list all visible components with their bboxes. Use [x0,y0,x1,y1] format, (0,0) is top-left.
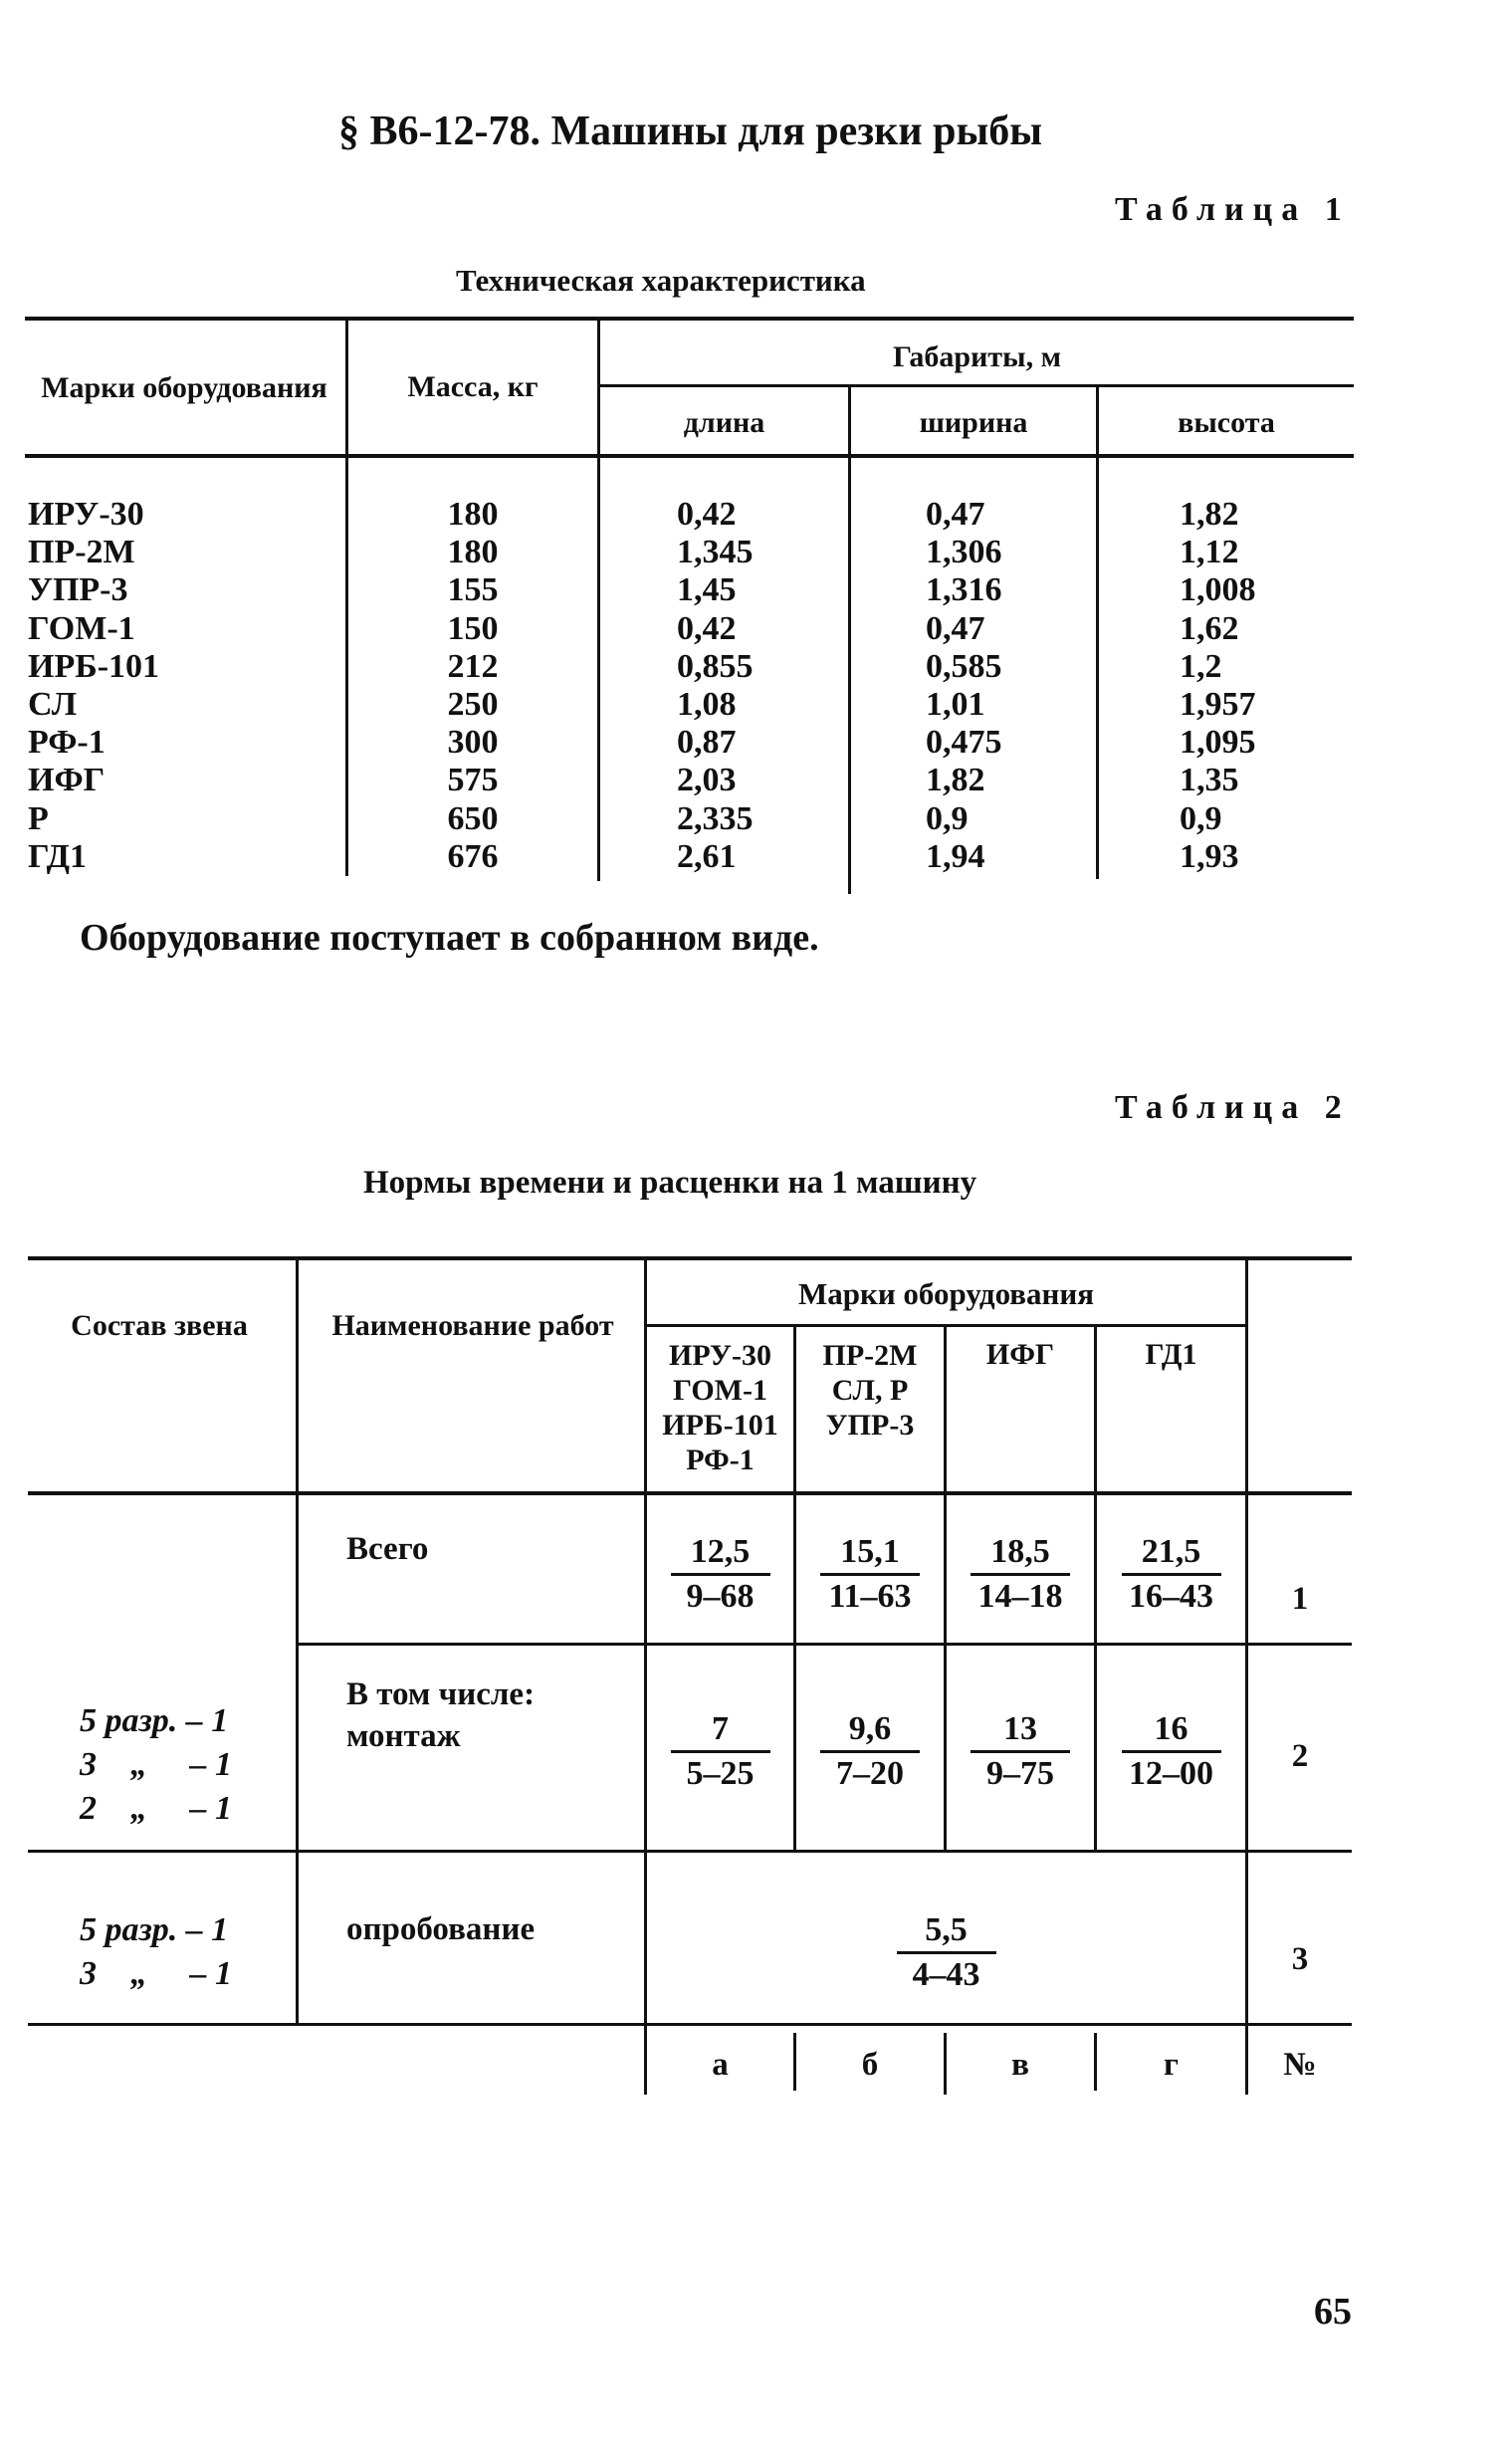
t1-cell-brand: РФ-1 [28,724,106,762]
t2-header-col-a [647,1338,793,1477]
t2-crew-line: 2 „ – 1 [80,1790,232,1827]
t1-cell-width: 1,01 [926,686,985,723]
t1-cell-mass: 650 [447,799,499,837]
t1-cell-width: 0,585 [926,647,1002,685]
fraction-numerator: 12,5 [690,1533,751,1570]
t2-footer-label: б [861,2047,879,2083]
t2-header-line: УПР-3 [825,1409,915,1442]
fraction-denominator: 9–75 [986,1755,1054,1792]
table2-label: Таблица 2 [1115,1089,1351,1126]
t2-footer-label: г [1164,2047,1179,2083]
t2-value-fraction [947,1533,1094,1616]
t2-work-line: В том числе: [346,1676,536,1712]
t1-cell-height: 1,095 [1180,724,1256,762]
t2-row-number: 1 [1291,1581,1309,1617]
t1-cell-brand: Р [28,799,49,837]
t2-value-fraction [796,1710,944,1793]
t1-cell-width: 0,47 [926,609,985,647]
t2-header-line: ИРУ-30 [669,1339,771,1372]
fraction-numerator: 7 [712,1710,729,1747]
t1-cell-width: 1,316 [926,571,1002,609]
t1-cell-width: 0,9 [926,799,969,837]
t1-cell-height: 1,957 [1180,686,1256,723]
t1-cell-mass: 300 [447,724,499,762]
fraction-denominator: 11–63 [828,1578,912,1615]
t1-vline-4 [1096,386,1099,879]
t1-cell-brand: ПР-2М [28,534,135,571]
t2-row-number: 2 [1291,1738,1309,1774]
t1-cell-height: 1,93 [1180,837,1239,875]
page-number: 65 [1314,2291,1352,2333]
t2-value-fraction [947,1710,1094,1793]
t2-value-fraction [647,1710,793,1793]
fraction-denominator: 16–43 [1129,1578,1213,1615]
t2-row2-rule [297,1643,1352,1646]
t1-top-rule [25,317,1354,321]
t1-cell-brand: ГОМ-1 [28,609,135,647]
t1-vline-2 [597,319,600,881]
t2-footer-label: № [1283,2047,1317,2083]
t2-value-fraction [1097,1710,1245,1793]
t2-work-line: Всего [346,1531,429,1567]
fraction-denominator: 4–43 [912,1956,980,1993]
t1-cell-mass: 575 [447,762,499,799]
fraction-denominator: 7–20 [836,1755,904,1792]
t2-crew-line: 5 разр. – 1 [80,1702,229,1739]
t1-cell-length: 1,345 [677,534,754,571]
t1-cell-width: 1,306 [926,534,1002,571]
t2-work-line: монтаж [346,1718,461,1754]
t2-header-work: Наименование работ [331,1309,614,1342]
t2-header-crew: Состав звена [71,1309,248,1342]
fraction-denominator: 14–18 [977,1578,1063,1615]
t1-header-height: высота [1178,406,1275,439]
t1-cell-brand: ИРУ-30 [28,496,144,533]
fraction-numerator: 16 [1154,1710,1188,1747]
t2-crew-line: 3 „ – 1 [80,1746,232,1783]
t2-header-col-b [796,1338,944,1443]
t2-top-rule [28,1256,1352,1260]
t2-row3-rule [28,1850,1352,1853]
t1-cell-height: 1,82 [1180,496,1239,533]
t2-footer-label: а [712,2047,729,2083]
t1-cell-brand: ИРБ-101 [28,647,160,685]
t2-header-line: ИРБ-101 [662,1409,778,1442]
fraction-numerator: 21,5 [1141,1533,1201,1570]
fraction-numerator: 15,1 [840,1533,900,1570]
t1-cell-height: 1,2 [1180,647,1222,685]
section-title: § В6-12-78. Машины для резки рыбы [338,109,1043,154]
t2-footer-label: в [1011,2047,1029,2083]
t1-cell-height: 1,35 [1180,762,1239,799]
table1-caption: Техническая характеристика [456,263,866,298]
t1-cell-height: 1,62 [1180,609,1239,647]
t1-header-brand: Марки оборудования [41,371,327,404]
t1-cell-width: 1,94 [926,837,985,875]
table1-note: Оборудование поступает в собранном виде. [80,917,819,959]
t1-cell-mass: 250 [447,686,499,723]
t2-value-fraction [796,1533,944,1616]
t1-cell-mass: 180 [447,534,499,571]
t1-cell-height: 1,12 [1180,534,1239,571]
t1-cell-length: 0,855 [677,647,754,685]
t1-cell-brand: УПР-3 [28,571,128,609]
t1-cell-length: 0,42 [677,496,737,533]
t1-cell-length: 1,08 [677,686,737,723]
fraction-numerator: 9,6 [848,1710,892,1747]
t1-cell-length: 0,87 [677,724,737,762]
t1-cell-height: 0,9 [1180,799,1222,837]
t1-header-rule [25,454,1354,458]
t2-header-line: СЛ, Р [831,1374,909,1407]
fraction-numerator: 13 [1003,1710,1037,1747]
t2-crew-line: 3 „ – 1 [80,1955,232,1992]
t1-cell-brand: ГД1 [28,837,88,875]
t1-header-width: ширина [919,406,1028,439]
t2-merged-fraction [647,1911,1245,1994]
t2-header-brands: Марки оборудования [797,1276,1095,1311]
t2-header-rule [28,1491,1352,1495]
t1-cell-mass: 155 [447,571,499,609]
t1-cell-mass: 212 [447,647,499,685]
fraction-denominator: 12–00 [1129,1755,1213,1792]
t1-cell-length: 2,335 [677,799,754,837]
t1-cell-mass: 676 [447,837,499,875]
t2-crew-line: 5 разр. – 1 [80,1911,229,1948]
t2-work-line: опробование [346,1911,536,1947]
t1-cell-brand: ИФГ [28,762,106,799]
t1-cell-length: 2,61 [677,837,737,875]
t2-header-line: ПР-2М [822,1339,918,1372]
t2-header-col-g: ГД1 [1145,1338,1197,1371]
t1-header-length: длина [683,406,765,439]
t1-cell-width: 0,475 [926,724,1002,762]
fraction-denominator: 9–68 [686,1578,755,1615]
t1-cell-length: 2,03 [677,762,737,799]
t1-cell-width: 1,82 [926,762,985,799]
t1-cell-length: 0,42 [677,609,737,647]
t1-cell-brand: СЛ [28,686,78,723]
t1-dims-rule [597,384,1354,387]
t1-vline-3 [848,386,851,894]
t2-vline-crew [296,1258,299,2025]
t2-header-col-v: ИФГ [985,1338,1055,1371]
t2-row-number: 3 [1291,1941,1309,1977]
t2-bottom-rule [28,2023,1352,2026]
t1-cell-mass: 150 [447,609,499,647]
t2-header-line: РФ-1 [686,1444,755,1476]
fraction-denominator: 5–25 [686,1755,755,1792]
fraction-numerator: 18,5 [990,1533,1050,1570]
t1-header-dims: Габариты, м [892,340,1061,373]
t1-cell-length: 1,45 [677,571,737,609]
t2-value-fraction [1097,1533,1245,1616]
t1-header-mass: Масса, кг [407,370,539,403]
t2-value-fraction [647,1533,793,1616]
table2-caption: Нормы времени и расценки на 1 машину [363,1165,977,1201]
table1-label: Таблица 1 [1115,191,1351,228]
fraction-numerator: 5,5 [925,1911,968,1948]
t1-cell-mass: 180 [447,496,499,533]
t1-cell-height: 1,008 [1180,571,1256,609]
t1-cell-width: 0,47 [926,496,985,533]
t2-header-line: ГОМ-1 [673,1374,767,1407]
